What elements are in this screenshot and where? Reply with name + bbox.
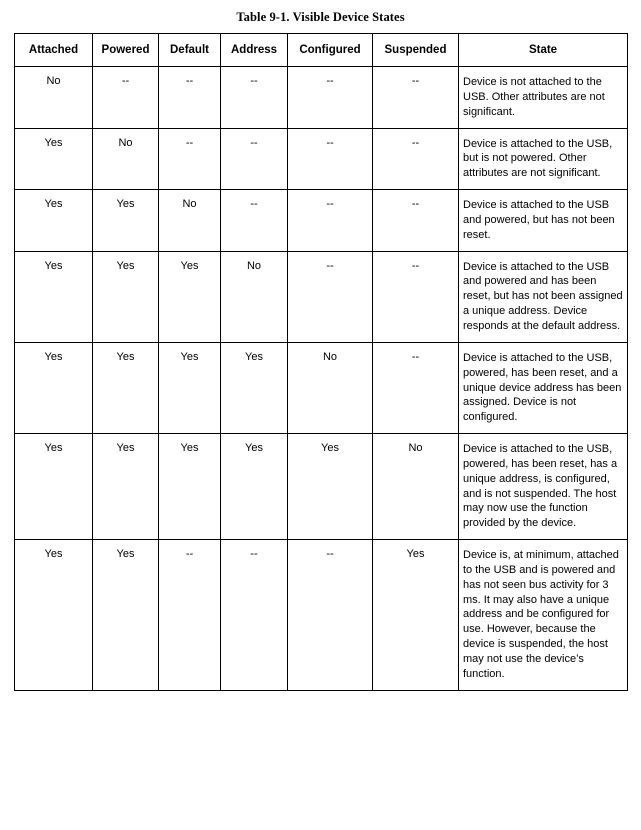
- cell-address: Yes: [221, 434, 288, 540]
- cell-suspended: No: [373, 434, 459, 540]
- cell-configured: No: [288, 342, 373, 433]
- cell-address: --: [221, 128, 288, 190]
- cell-address: Yes: [221, 342, 288, 433]
- cell-default: Yes: [159, 251, 221, 342]
- column-header-suspended: Suspended: [373, 34, 459, 67]
- column-header-attached: Attached: [15, 34, 93, 67]
- table-row: [15, 128, 628, 190]
- cell-powered: Yes: [93, 251, 159, 342]
- cell-state: Device is, at minimum, attached to the USB and is powered and has not seen bus activity for 3 ms. It may also have a unique address and be configured for use. However, because the device is suspended, the host may not use the device’s function.: [459, 540, 628, 691]
- cell-state: Device is attached to the USB and powered and has been reset, but has not been assigned a unique address. Device responds at the default address.: [459, 251, 628, 342]
- cell-address: No: [221, 251, 288, 342]
- cell-address: --: [221, 67, 288, 129]
- cell-suspended: --: [373, 251, 459, 342]
- cell-default: --: [159, 67, 221, 129]
- column-header-address: Address: [221, 34, 288, 67]
- cell-address: --: [221, 190, 288, 252]
- cell-state: Device is attached to the USB, but is not powered. Other attributes are not significant.: [459, 128, 628, 190]
- cell-attached: Yes: [15, 540, 93, 691]
- cell-suspended: --: [373, 67, 459, 129]
- cell-powered: Yes: [93, 342, 159, 433]
- table-header-row: [15, 34, 628, 67]
- cell-state: Device is attached to the USB and powered, but has not been reset.: [459, 190, 628, 252]
- cell-attached: Yes: [15, 434, 93, 540]
- cell-state: Device is not attached to the USB. Other attributes are not significant.: [459, 67, 628, 129]
- column-header-state: State: [459, 34, 628, 67]
- cell-configured: --: [288, 67, 373, 129]
- cell-powered: --: [93, 67, 159, 129]
- table-caption: Table 9-1. Visible Device States: [236, 10, 405, 24]
- table-row: [15, 67, 628, 129]
- table-row: [15, 540, 628, 691]
- column-header-configured: Configured: [288, 34, 373, 67]
- cell-powered: Yes: [93, 540, 159, 691]
- visible-device-states-table: [14, 33, 628, 691]
- column-header-powered: Powered: [93, 34, 159, 67]
- cell-default: Yes: [159, 434, 221, 540]
- cell-address: --: [221, 540, 288, 691]
- cell-configured: Yes: [288, 434, 373, 540]
- cell-powered: No: [93, 128, 159, 190]
- table-row: [15, 434, 628, 540]
- cell-configured: --: [288, 540, 373, 691]
- cell-suspended: --: [373, 128, 459, 190]
- cell-attached: Yes: [15, 342, 93, 433]
- cell-attached: Yes: [15, 190, 93, 252]
- cell-default: --: [159, 128, 221, 190]
- cell-state: Device is attached to the USB, powered, has been reset, and a unique device address has been assigned. Device is not configured.: [459, 342, 628, 433]
- cell-attached: No: [15, 67, 93, 129]
- cell-configured: --: [288, 251, 373, 342]
- table-row: [15, 342, 628, 433]
- cell-default: --: [159, 540, 221, 691]
- cell-default: Yes: [159, 342, 221, 433]
- cell-suspended: Yes: [373, 540, 459, 691]
- cell-attached: Yes: [15, 128, 93, 190]
- cell-powered: Yes: [93, 190, 159, 252]
- column-header-default: Default: [159, 34, 221, 67]
- table-row: [15, 251, 628, 342]
- cell-configured: --: [288, 190, 373, 252]
- cell-suspended: --: [373, 342, 459, 433]
- table-row: [15, 190, 628, 252]
- cell-powered: Yes: [93, 434, 159, 540]
- cell-default: No: [159, 190, 221, 252]
- cell-suspended: --: [373, 190, 459, 252]
- cell-configured: --: [288, 128, 373, 190]
- cell-state: Device is attached to the USB, powered, has been reset, has a unique address, is configured, and is not suspended. The host may now use the function provided by the device.: [459, 434, 628, 540]
- cell-attached: Yes: [15, 251, 93, 342]
